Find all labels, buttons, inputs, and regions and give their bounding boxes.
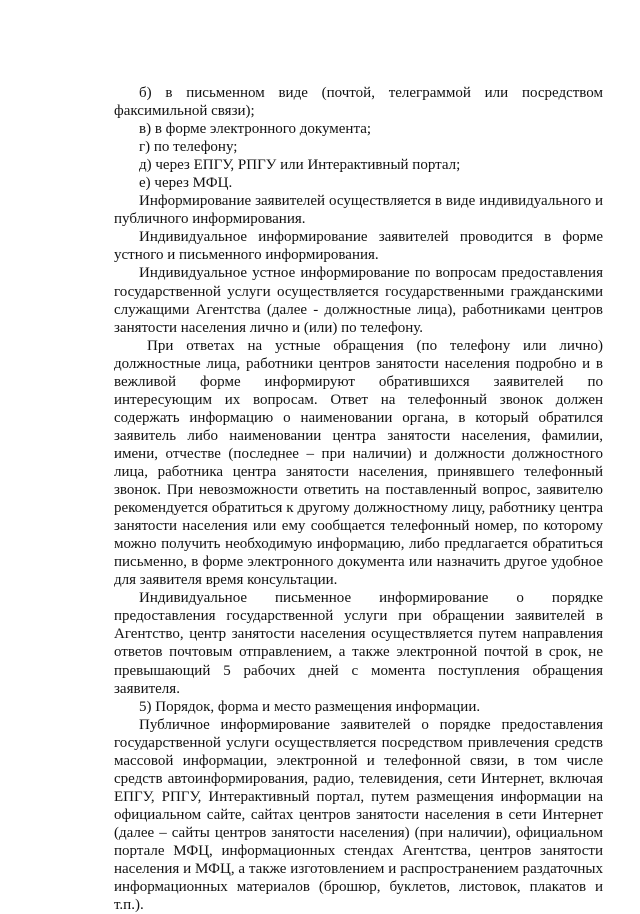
list-item-electronic-document: в) в форме электронного документа;: [139, 121, 372, 138]
paragraph-individual-informing: Индивидуальное информирование заявителей проводится в форме устного и письменного информирования.: [114, 229, 603, 264]
paragraph-oral-answers: При ответах на устные обращения (по телефону или лично) должностные лица, работники центров занятости населения подробно и в вежливой форме информируют обратившихся заявителей по интересующим их вопросам. Ответ на телефонный звонок должен содержать информацию о наименовании органа, в который обратился заявитель либо наименовании центра занятости населения, фамилии, имени, отчестве (последнее – при наличии) и должности должностного лица, работника центра занятости населения, принявшего телефонный звонок. При невозможности ответить на поставленный вопрос, заявителю рекомендуется обратиться к другому должностному лицу, работнику центра занятости населения или ему сообщается телефонный номер, по которому можно получить необходимую информацию, либо предлагается обратиться письменно, в форме электронного документа или назначить другое удобное для заявителя время консультации.: [114, 337, 603, 589]
list-item-portals: д) через ЕПГУ, РПГУ или Интерактивный портал;: [139, 157, 461, 174]
document-body: [114, 84, 603, 914]
section-heading-placement: 5) Порядок, форма и место размещения информации.: [139, 698, 481, 715]
list-item-phone: г) по телефону;: [139, 139, 238, 156]
paragraph-written-form: б) в письменном виде (почтой, телеграммой или посредством факсимильной связи);: [114, 85, 603, 120]
paragraph-informing-types: Информирование заявителей осуществляется в виде индивидуального и публичного информирования.: [114, 193, 603, 228]
paragraph-individual-written: Индивидуальное письменное информирование о порядке предоставления государственной услуги при обращении заявителей в Агентство, центр занятости населения осуществляется путем направления ответов почтовым отправлением, а также электронной почтой в срок, не превышающий 5 рабочих дней с момента поступления обращения заявителя.: [114, 590, 603, 697]
list-item-mfc: е) через МФЦ.: [139, 175, 233, 192]
paragraph-individual-oral: Индивидуальное устное информирование по вопросам предоставления государственной услуги осуществляется государственными гражданскими служащими Агентства (далее - должностные лица), работниками центров занятости населения лично и (или) по телефону.: [114, 265, 603, 336]
paragraph-public-informing: Публичное информирование заявителей о порядке предоставления государственной услуги осуществляется посредством привлечения средств массовой информации, электронной и телефонной связи, в том числе средств автоинформирования, радио, телевидения, сети Интернет, включая ЕПГУ, РПГУ, Интерактивный портал, путем размещения информации на официальном сайте, сайтах центров занятости населения в сети Интернет (далее – сайты центров занятости населения) (при наличии), официальном портале МФЦ, информационных стендах Агентства, центров занятости населения и МФЦ, а также изготовлением и распространением раздаточных информационных материалов (брошюр, буклетов, листовок, плакатов и т.п.).: [114, 716, 603, 914]
